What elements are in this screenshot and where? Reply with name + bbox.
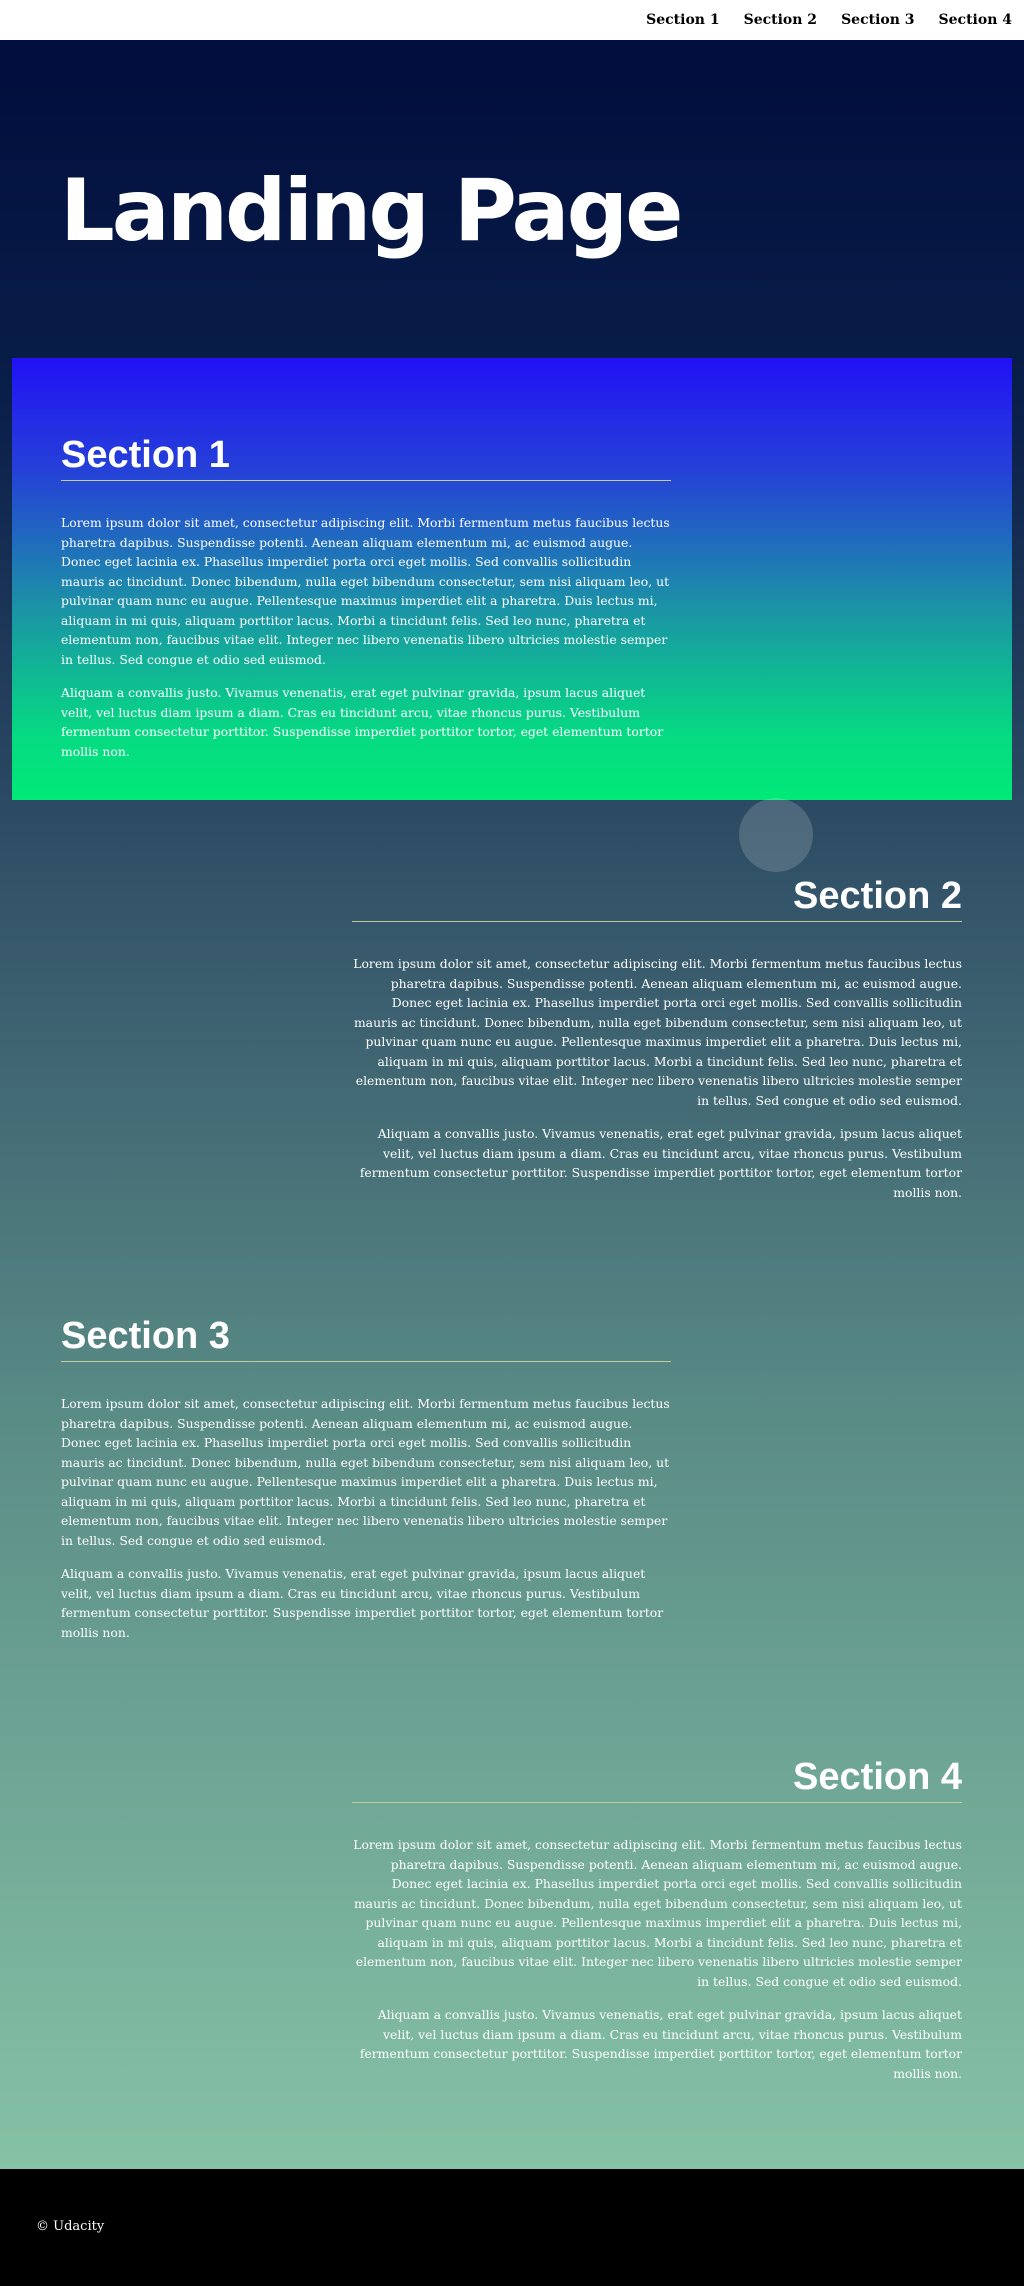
section-2-container bbox=[352, 873, 962, 1216]
section-1-paragraph-1: Lorem ipsum dolor sit amet, consectetur adipiscing elit. Morbi fermentum metus faucibus lectus pharetra dapibus. Suspendisse potenti. Aenean aliquam elementum mi, ac euismod augue. Donec eget lacinia ex. Phasellus imperdiet porta orci eget mollis. Sed convallis sollicitudin mauris ac tincidunt. Donec bibendum, nulla eget bibendum consectetur, sem nisi aliquam leo, ut pulvinar quam nunc eu augue. Pellentesque maximus imperdiet elit a pharetra. Duis lectus mi, aliquam in mi quis, aliquam porttitor lacus. Morbi a tincidunt felis. Sed leo nunc, pharetra et elementum non, faucibus vitae elit. Integer nec libero venenatis libero ultricies molestie semper in tellus. Sed congue et odio sed euismod. bbox=[61, 515, 670, 667]
section-1-container bbox=[61, 432, 671, 775]
section-3-paragraph-2: Aliquam a convallis justo. Vivamus venenatis, erat eget pulvinar gravida, ipsum lacus aliquet velit, vel luctus diam ipsum a diam. Cras eu tincidunt arcu, vitae rhoncus purus. Vestibulum fermentum consectetur porttitor. Suspendisse imperdiet porttitor tortor, eget elementum tortor mollis non. bbox=[61, 1566, 664, 1640]
section-3-container bbox=[61, 1313, 671, 1656]
section-4-container bbox=[352, 1754, 962, 2097]
section-1-title: Section 1 bbox=[61, 432, 671, 481]
section-2-title: Section 2 bbox=[352, 873, 962, 922]
section-2-paragraph-1: Lorem ipsum dolor sit amet, consectetur adipiscing elit. Morbi fermentum metus faucibus lectus pharetra dapibus. Suspendisse potenti. Aenean aliquam elementum mi, ac euismod augue. Donec eget lacinia ex. Phasellus imperdiet porta orci eget mollis. Sed convallis sollicitudin mauris ac tincidunt. Donec bibendum, nulla eget bibendum consectetur, sem nisi aliquam leo, ut pulvinar quam nunc eu augue. Pellentesque maximus imperdiet elit a pharetra. Duis lectus mi, aliquam in mi quis, aliquam porttitor lacus. Morbi a tincidunt felis. Sed leo nunc, pharetra et elementum non, faucibus vitae elit. Integer nec libero venenatis libero ultricies molestie semper in tellus. Sed congue et odio sed euismod. bbox=[353, 956, 962, 1108]
page-title: Landing Page bbox=[60, 161, 681, 261]
nav-link-section-1[interactable]: Section 1 bbox=[646, 12, 720, 28]
section-3-paragraph-1: Lorem ipsum dolor sit amet, consectetur adipiscing elit. Morbi fermentum metus faucibus lectus pharetra dapibus. Suspendisse potenti. Aenean aliquam elementum mi, ac euismod augue. Donec eget lacinia ex. Phasellus imperdiet porta orci eget mollis. Sed convallis sollicitudin mauris ac tincidunt. Donec bibendum, nulla eget bibendum consectetur, sem nisi aliquam leo, ut pulvinar quam nunc eu augue. Pellentesque maximus imperdiet elit a pharetra. Duis lectus mi, aliquam in mi quis, aliquam porttitor lacus. Morbi a tincidunt felis. Sed leo nunc, pharetra et elementum non, faucibus vitae elit. Integer nec libero venenatis libero ultricies molestie semper in tellus. Sed congue et odio sed euismod. bbox=[61, 1396, 670, 1548]
section-4-paragraph-1: Lorem ipsum dolor sit amet, consectetur adipiscing elit. Morbi fermentum metus faucibus lectus pharetra dapibus. Suspendisse potenti. Aenean aliquam elementum mi, ac euismod augue. Donec eget lacinia ex. Phasellus imperdiet porta orci eget mollis. Sed convallis sollicitudin mauris ac tincidunt. Donec bibendum, nulla eget bibendum consectetur, sem nisi aliquam leo, ut pulvinar quam nunc eu augue. Pellentesque maximus imperdiet elit a pharetra. Duis lectus mi, aliquam in mi quis, aliquam porttitor lacus. Morbi a tincidunt felis. Sed leo nunc, pharetra et elementum non, faucibus vitae elit. Integer nec libero venenatis libero ultricies molestie semper in tellus. Sed congue et odio sed euismod. bbox=[353, 1837, 962, 1989]
nav-link-section-3[interactable]: Section 3 bbox=[841, 12, 915, 28]
section-3-title: Section 3 bbox=[61, 1313, 671, 1362]
section-2-paragraph-2: Aliquam a convallis justo. Vivamus venenatis, erat eget pulvinar gravida, ipsum lacus aliquet velit, vel luctus diam ipsum a diam. Cras eu tincidunt arcu, vitae rhoncus purus. Vestibulum fermentum consectetur porttitor. Suspendisse imperdiet porttitor tortor, eget elementum tortor mollis non. bbox=[359, 1126, 962, 1200]
footer-copyright: © Udacity bbox=[36, 2219, 105, 2234]
decorative-circle bbox=[739, 798, 813, 872]
section-4-title: Section 4 bbox=[352, 1754, 962, 1803]
nav-link-section-4[interactable]: Section 4 bbox=[938, 12, 1012, 28]
section-4-paragraph-2: Aliquam a convallis justo. Vivamus venenatis, erat eget pulvinar gravida, ipsum lacus aliquet velit, vel luctus diam ipsum a diam. Cras eu tincidunt arcu, vitae rhoncus purus. Vestibulum fermentum consectetur porttitor. Suspendisse imperdiet porttitor tortor, eget elementum tortor mollis non. bbox=[359, 2007, 962, 2081]
nav-link-section-2[interactable]: Section 2 bbox=[743, 12, 818, 28]
page-footer bbox=[0, 2169, 1024, 2286]
section-1-paragraph-2: Aliquam a convallis justo. Vivamus venenatis, erat eget pulvinar gravida, ipsum lacus aliquet velit, vel luctus diam ipsum a diam. Cras eu tincidunt arcu, vitae rhoncus purus. Vestibulum fermentum consectetur porttitor. Suspendisse imperdiet porttitor tortor, eget elementum tortor mollis non. bbox=[61, 685, 664, 759]
navbar bbox=[0, 0, 1024, 40]
